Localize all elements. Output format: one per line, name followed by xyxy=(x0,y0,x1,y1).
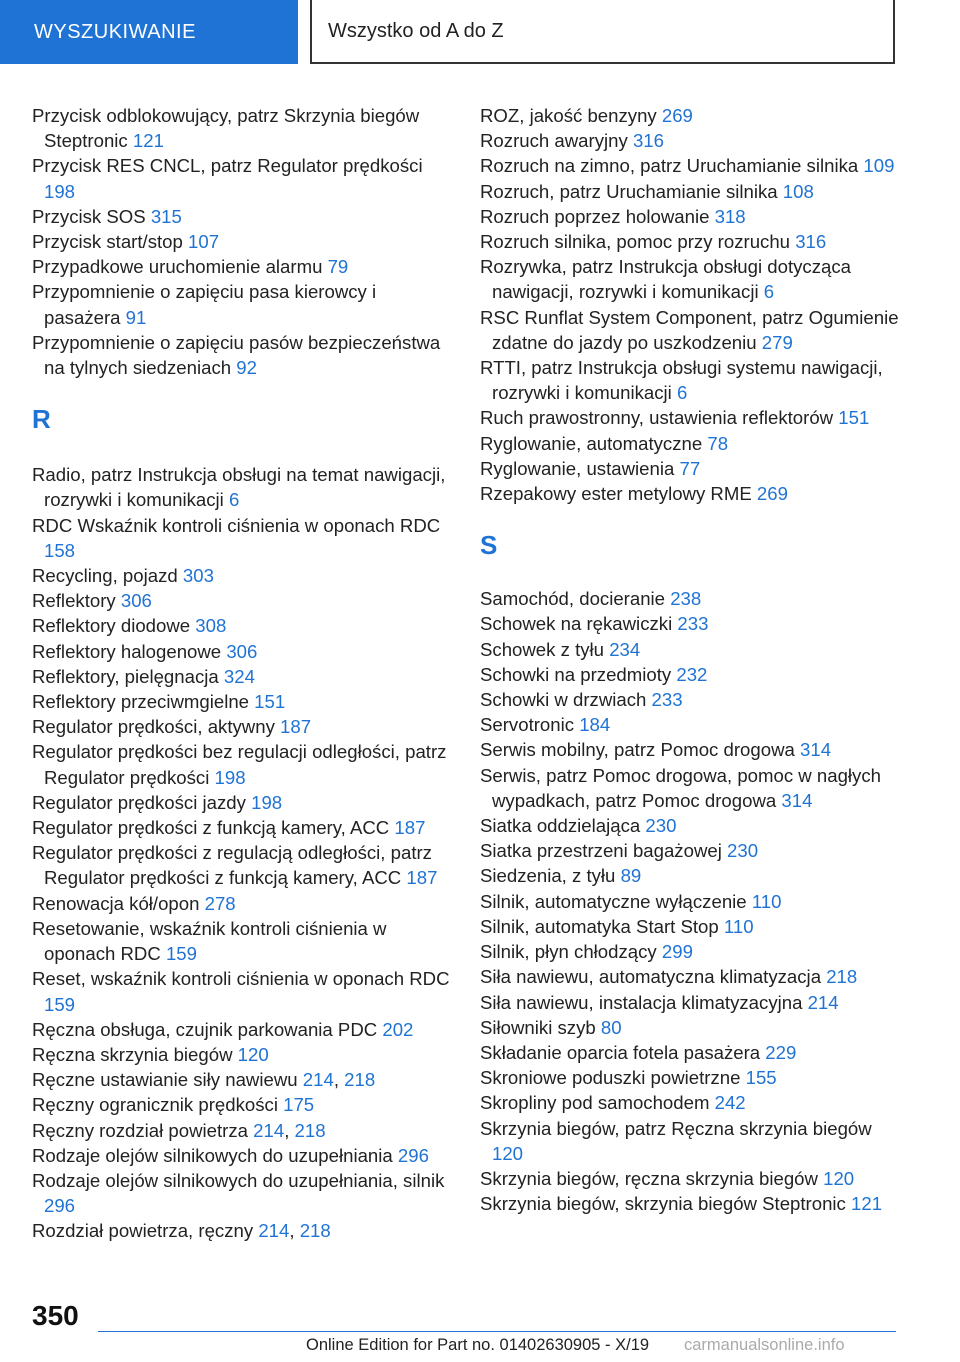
index-entry xyxy=(32,462,452,512)
entry-text: Skrzynia biegów, patrz Ręczna skrzynia biegów xyxy=(480,1117,872,1139)
page-ref-link[interactable]: 79 xyxy=(327,256,349,278)
index-entry xyxy=(480,355,900,405)
page-ref-link[interactable]: 214 xyxy=(258,1220,290,1242)
index-entry xyxy=(480,813,900,838)
entry-text: Rozrywka, patrz Instrukcja obsługi dotycząca nawigacji, rozrywki i komunikacji xyxy=(480,256,851,303)
index-column-right xyxy=(480,103,900,1216)
index-entry xyxy=(32,689,452,714)
entry-text: Rozruch na zimno, patrz Uruchamianie silnika xyxy=(480,155,864,177)
entry-text: Przypomnienie o zapięciu pasa kierowcy i pasażera xyxy=(32,281,377,328)
entry-text: Rodzaje olejów silnikowych do uzupełniania, silnik xyxy=(32,1169,445,1191)
entry-text: Skrzynia biegów, skrzynia biegów Steptronic xyxy=(480,1193,852,1215)
page-ref-link[interactable]: 121 xyxy=(132,130,164,152)
page-ref-link[interactable]: 218 xyxy=(344,1069,376,1091)
page-ref-link[interactable]: 108 xyxy=(782,180,814,202)
index-entry xyxy=(32,153,452,203)
page-ref-link[interactable]: 303 xyxy=(182,565,214,587)
section-letter: S xyxy=(480,530,498,561)
index-entry xyxy=(32,1017,452,1042)
index-entry xyxy=(480,863,900,888)
index-entry xyxy=(32,1143,452,1168)
entry-text: Siatka oddzielająca xyxy=(480,815,646,837)
index-entry xyxy=(32,279,452,329)
page-ref-link[interactable]: 214 xyxy=(302,1069,334,1091)
entry-text: Rozruch poprzez holowanie xyxy=(480,205,715,227)
section-letter: R xyxy=(32,404,51,435)
entry-text: Recycling, pojazd xyxy=(32,565,183,587)
index-entry xyxy=(480,889,900,914)
page-ref-link[interactable]: 89 xyxy=(620,865,642,887)
page-ref-link[interactable]: 232 xyxy=(676,663,708,685)
page-ref-link[interactable]: 218 xyxy=(299,1220,331,1242)
entry-text: Siła nawiewu, instalacja klimatyzacyjna xyxy=(480,991,808,1013)
index-entry xyxy=(32,891,452,916)
entry-text: Skropliny pod samochodem xyxy=(480,1092,715,1114)
page-ref-link[interactable]: 109 xyxy=(863,155,895,177)
page-ref-link[interactable]: 198 xyxy=(214,766,246,788)
entry-text: Schowki na przedmioty xyxy=(480,663,677,685)
entry-text: Regulator prędkości, aktywny xyxy=(32,716,281,738)
page-ref-link[interactable]: 121 xyxy=(851,1193,883,1215)
index-entry xyxy=(32,330,452,380)
page-ref-link[interactable]: 107 xyxy=(188,231,220,253)
entry-text: Rzepakowy ester metylowy RME xyxy=(480,483,757,505)
page-ref-link[interactable]: 306 xyxy=(226,640,258,662)
index-entry xyxy=(480,737,900,762)
entry-text: Skrzynia biegów, ręczna skrzynia biegów xyxy=(480,1167,824,1189)
entry-text: Siatka przestrzeni bagażowej xyxy=(480,840,728,862)
page-ref-link[interactable]: 314 xyxy=(800,739,832,761)
index-entry xyxy=(480,1166,900,1191)
tab-all-a-z[interactable]: Wszystko od A do Z xyxy=(310,0,895,64)
index-entry xyxy=(32,840,452,890)
entry-text: Ręczna obsługa, czujnik parkowania PDC xyxy=(32,1018,383,1040)
page-ref-link[interactable]: 230 xyxy=(645,815,677,837)
footer-divider xyxy=(98,1331,896,1332)
index-entry xyxy=(32,714,452,739)
entry-text: Silnik, automatyka Start Stop xyxy=(480,915,724,937)
index-entry xyxy=(480,586,900,611)
entry-text: Ręczny ogranicznik prędkości xyxy=(32,1094,284,1116)
page-ref-link[interactable]: 269 xyxy=(661,105,693,126)
page-ref-link[interactable]: 242 xyxy=(714,1092,746,1114)
index-entry xyxy=(480,229,900,254)
page-ref-link[interactable]: 214 xyxy=(807,991,839,1013)
page-ref-link[interactable]: 120 xyxy=(492,1142,524,1164)
page-ref-link[interactable]: 198 xyxy=(44,180,76,202)
entry-text: Schowek na rękawiczki xyxy=(480,613,678,635)
index-entry xyxy=(32,1168,452,1218)
page-ref-link[interactable]: 187 xyxy=(394,817,426,839)
index-entry xyxy=(480,481,900,506)
index-entry xyxy=(32,1218,452,1243)
page-ref-link[interactable]: 120 xyxy=(823,1167,855,1189)
index-entry xyxy=(480,939,900,964)
index-entry xyxy=(32,815,452,840)
ref-separator: , xyxy=(289,1220,300,1242)
entry-text: Ręczna skrzynia biegów xyxy=(32,1043,238,1065)
page-ref-link[interactable]: 214 xyxy=(253,1119,285,1141)
page-ref-link[interactable]: 110 xyxy=(723,915,754,937)
index-entry xyxy=(480,990,900,1015)
page-ref-link[interactable]: 315 xyxy=(150,205,182,227)
entry-text: RDC Wskaźnik kontroli ciśnienia w oponach RDC xyxy=(32,514,441,536)
entry-text: Rozdział powietrza, ręczny xyxy=(32,1220,259,1242)
page-ref-link[interactable]: 233 xyxy=(677,613,709,635)
index-entry xyxy=(480,662,900,687)
index-entry xyxy=(32,1067,452,1092)
page-ref-link[interactable]: 151 xyxy=(838,407,870,429)
entry-text: Regulator prędkości z regulacją odległości, patrz Regulator prędkości z funkcją kamery, ACC xyxy=(32,842,432,889)
page-ref-link[interactable]: 92 xyxy=(236,357,257,379)
index-entry xyxy=(32,254,452,279)
index-entry xyxy=(480,914,900,939)
index-entry xyxy=(480,305,900,355)
page-ref-link[interactable]: 6 xyxy=(228,489,240,511)
page-ref-link[interactable]: 218 xyxy=(294,1119,326,1141)
page-ref-link[interactable]: 233 xyxy=(651,689,683,711)
entry-text: Regulator prędkości bez regulacji odległości, patrz Regulator prędkości xyxy=(32,741,447,788)
page-ref-link[interactable]: 202 xyxy=(382,1018,414,1040)
index-entry xyxy=(32,613,452,638)
entry-text: Serwis mobilny, patrz Pomoc drogowa xyxy=(480,739,801,761)
entry-text: Przypomnienie o zapięciu pasów bezpieczeństwa na tylnych siedzeniach xyxy=(32,331,441,379)
entry-text: ROZ, jakość benzyny xyxy=(480,105,662,126)
page-ref-link[interactable]: 187 xyxy=(280,716,312,738)
entry-text: Silnik, automatyczne wyłączenie xyxy=(480,890,752,912)
page-ref-link[interactable]: 159 xyxy=(165,943,197,965)
index-entry xyxy=(32,204,452,229)
index-entry xyxy=(32,790,452,815)
entry-text: Regulator prędkości z funkcją kamery, ACC xyxy=(32,817,395,839)
entry-text: Silnik, płyn chłodzący xyxy=(480,941,662,963)
entry-text: Reflektory, pielęgnacja xyxy=(32,665,224,687)
page-ref-link[interactable]: 279 xyxy=(761,331,793,353)
page-ref-link[interactable]: 324 xyxy=(223,665,255,687)
entry-text: Serwis, patrz Pomoc drogowa, pomoc w nagłych wypadkach, patrz Pomoc drogowa xyxy=(480,764,881,811)
entry-text: Przycisk odblokowujący, patrz Skrzynia biegów Steptronic xyxy=(32,105,420,152)
page-ref-link[interactable]: 187 xyxy=(406,867,438,889)
page-ref-link[interactable]: 296 xyxy=(397,1144,429,1166)
page-ref-link[interactable]: 159 xyxy=(44,993,76,1015)
entry-text: Ryglowanie, automatyczne xyxy=(480,432,708,454)
edition-text: Online Edition for Part no. 01402630905 - X/19 xyxy=(306,1336,650,1354)
page-ref-link[interactable]: 318 xyxy=(714,205,746,227)
index-entry xyxy=(32,1042,452,1067)
index-entry xyxy=(32,513,452,563)
index-entry xyxy=(480,838,900,863)
page-ref-link[interactable]: 316 xyxy=(795,231,827,253)
index-entry xyxy=(480,456,900,481)
page-ref-link[interactable]: 151 xyxy=(254,691,286,713)
page-ref-link[interactable]: 238 xyxy=(670,588,702,610)
entry-text: Radio, patrz Instrukcja obsługi na temat nawigacji, rozrywki i komunikacji xyxy=(32,464,446,511)
page-ref-link[interactable]: 120 xyxy=(237,1043,269,1065)
index-entry xyxy=(32,588,452,613)
index-entry xyxy=(32,664,452,689)
entry-text: Przycisk SOS xyxy=(32,205,151,227)
entry-text: Schowki w drzwiach xyxy=(480,689,652,711)
entry-text: RSC Runflat System Component, patrz Ogumienie zdatne do jazdy po uszkodzeniu xyxy=(480,306,899,353)
entry-text: Resetowanie, wskaźnik kontroli ciśnienia w oponach RDC xyxy=(32,917,387,965)
entry-text: RTTI, patrz Instrukcja obsługi systemu nawigacji, rozrywki i komunikacji xyxy=(480,357,883,404)
entry-text: Samochód, docieranie xyxy=(480,588,671,610)
index-entry xyxy=(480,1116,900,1166)
header-bar xyxy=(0,0,960,64)
page-ref-link[interactable]: 91 xyxy=(125,306,147,328)
entry-text: Ręczny rozdział powietrza xyxy=(32,1119,254,1141)
ref-separator: , xyxy=(284,1119,295,1141)
entry-text: Renowacja kół/opon xyxy=(32,892,205,914)
page-ref-link[interactable]: 175 xyxy=(283,1094,315,1116)
index-entry xyxy=(480,687,900,712)
entry-text: Przycisk RES CNCL, patrz Regulator prędkości xyxy=(32,155,423,177)
page-ref-link[interactable]: 184 xyxy=(579,714,611,736)
index-entry xyxy=(32,229,452,254)
index-entry xyxy=(32,103,452,153)
page-ref-link[interactable]: 198 xyxy=(251,791,283,813)
watermark: carmanualsonline.info xyxy=(684,1336,845,1354)
entry-text: Rozruch awaryjny xyxy=(480,130,633,152)
index-column-left xyxy=(32,103,452,1244)
entry-text: Reflektory halogenowe xyxy=(32,640,227,662)
index-entry xyxy=(480,128,900,153)
index-entry xyxy=(480,637,900,662)
tab-search[interactable]: WYSZUKIWANIE xyxy=(0,0,298,64)
page-ref-link[interactable]: 110 xyxy=(751,890,782,912)
entry-text: Reset, wskaźnik kontroli ciśnienia w oponach RDC xyxy=(32,968,450,990)
entry-text: Przypadkowe uruchomienie alarmu xyxy=(32,256,328,278)
entry-text: Rodzaje olejów silnikowych do uzupełniania xyxy=(32,1144,398,1166)
index-entry xyxy=(480,1015,900,1040)
index-entry xyxy=(480,1191,900,1216)
entry-text: Rozruch silnika, pomoc przy rozruchu xyxy=(480,231,796,253)
index-entry xyxy=(480,611,900,636)
index-entry xyxy=(480,204,900,229)
entry-text: Siłowniki szyb xyxy=(480,1016,601,1038)
page-ref-link[interactable]: 299 xyxy=(661,941,693,963)
index-entry xyxy=(480,712,900,737)
entry-text: Skroniowe poduszki powietrzne xyxy=(480,1067,746,1089)
page-ref-link[interactable]: 218 xyxy=(826,966,858,988)
entry-text: Ruch prawostronny, ustawienia reflektorów xyxy=(480,407,839,429)
page-ref-link[interactable]: 308 xyxy=(195,615,227,637)
page-ref-link[interactable]: 314 xyxy=(781,789,813,811)
entry-text: Siedzenia, z tyłu xyxy=(480,865,621,887)
index-entry xyxy=(32,639,452,664)
ref-separator: , xyxy=(333,1069,345,1091)
page-ref-link[interactable]: 78 xyxy=(707,432,729,454)
index-entry xyxy=(480,153,900,178)
entry-text: Reflektory przeciwmgielne xyxy=(32,691,255,713)
entry-text: Siła nawiewu, automatyczna klimatyzacja xyxy=(480,966,827,988)
page-ref-link[interactable]: 80 xyxy=(600,1016,622,1038)
index-entry xyxy=(32,739,452,789)
index-entry xyxy=(32,916,452,966)
index-entry xyxy=(480,179,900,204)
index-entry xyxy=(480,405,900,430)
entry-text: Ręczne ustawianie siły nawiewu xyxy=(32,1069,303,1091)
entry-text: Regulator prędkości jazdy xyxy=(32,791,252,813)
index-entry xyxy=(32,563,452,588)
index-entry xyxy=(480,1040,900,1065)
page-ref-link[interactable]: 158 xyxy=(44,539,76,561)
index-entry xyxy=(32,1118,452,1143)
entry-text: Reflektory diodowe xyxy=(32,615,196,637)
entry-text: Reflektory xyxy=(32,590,121,612)
page-ref-link[interactable]: 269 xyxy=(756,483,788,505)
index-entry xyxy=(480,254,900,304)
index-entry xyxy=(480,1090,900,1115)
page-ref-link[interactable]: 234 xyxy=(609,638,641,660)
page-ref-link[interactable]: 230 xyxy=(727,840,759,862)
page-ref-link[interactable]: 316 xyxy=(632,130,664,152)
page-ref-link[interactable]: 296 xyxy=(44,1195,76,1217)
entry-text: Schowek z tyłu xyxy=(480,638,610,660)
entry-text: Ryglowanie, ustawienia xyxy=(480,457,680,479)
page-ref-link[interactable]: 155 xyxy=(745,1067,777,1089)
page-ref-link[interactable]: 6 xyxy=(676,382,688,404)
page-number: 350 xyxy=(32,1300,79,1331)
index-entry xyxy=(480,431,900,456)
page-ref-link[interactable]: 306 xyxy=(120,590,152,612)
index-entry xyxy=(32,966,452,1016)
entry-text: Rozruch, patrz Uruchamianie silnika xyxy=(480,180,783,202)
page-ref-link[interactable]: 77 xyxy=(679,457,701,479)
entry-text: Servotronic xyxy=(480,714,580,736)
page-ref-link[interactable]: 6 xyxy=(763,281,775,303)
entry-text: Składanie oparcia fotela pasażera xyxy=(480,1041,766,1063)
index-entry xyxy=(480,1065,900,1090)
entry-text: Przycisk start/stop xyxy=(32,231,189,253)
index-entry xyxy=(480,964,900,989)
page-ref-link[interactable]: 278 xyxy=(204,892,236,914)
page-ref-link[interactable]: 229 xyxy=(765,1041,797,1063)
index-entry xyxy=(480,763,900,813)
index-entry xyxy=(32,1092,452,1117)
index-entry xyxy=(480,103,900,128)
